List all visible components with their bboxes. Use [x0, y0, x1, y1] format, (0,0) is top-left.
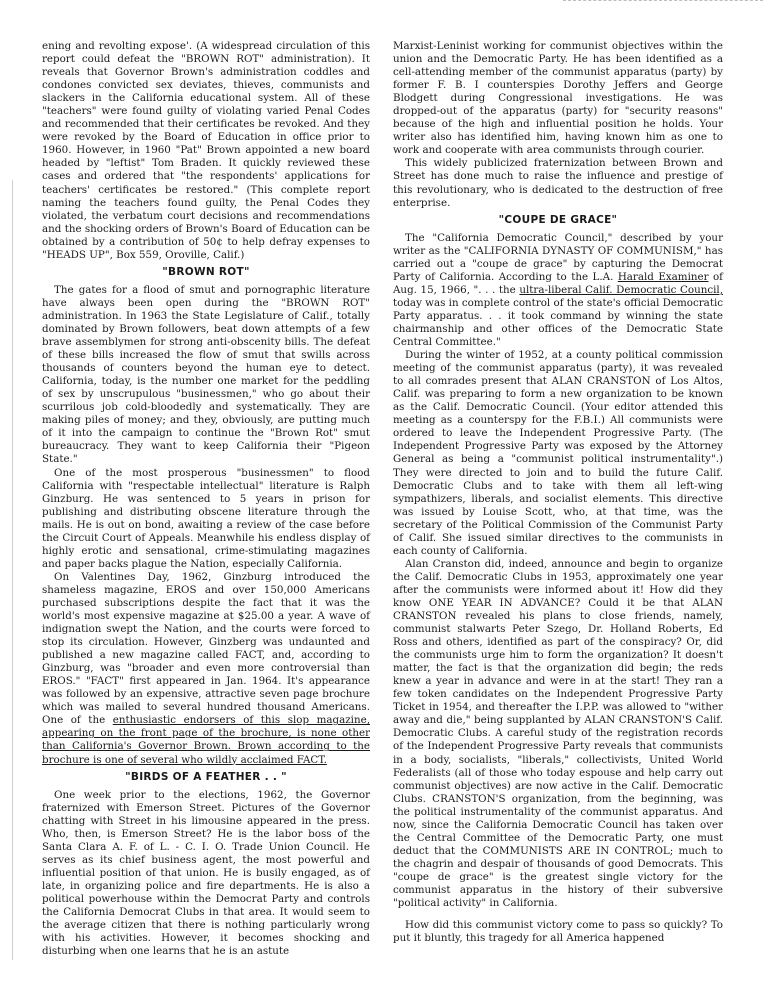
text-run: On Valentines Day, 1962, Ginzburg introduced the shameless magazine, EROS and over 150,000 Americans purchased subscriptions despite the fact that it was the world's most expensive magazine at $25.00 a year. A wave of indignation swept the Nation, and the courts were forced to stop its circulation. However, Ginzberg was undaunted and published a new magazine called FACT, and, according to Ginzburg, was "broader and even more controversial than EROS." "FACT" first appeared in Jan. 1964. It's appearance was followed by an expensive, attractive seven page brochure which was mailed to several hundred thousand Americans. One of the [42, 570, 370, 727]
paragraph: One of the most prosperous "businessmen" to flood California with "respectable intellectual" literature is Ralph Ginzburg. He was sentenced to 5 years in prison for publishing and distributing obscene literature through the mails. He is out on bond, awaiting a review of the case before the Circuit Court of Appeals. Meanwhile his endless display of highly erotic and sensational, crime-stimulating magazines and paper backs plague the Nation, especially California. [42, 466, 370, 570]
paragraph [42, 571, 370, 767]
left-column [42, 40, 370, 958]
section-heading-coupe-de-grace: "COUPE DE GRACE" [498, 213, 618, 226]
text-run: of Aug. 15, 1966, ". . . the [393, 270, 723, 296]
underlined-text: ultra-liberal Calif. Democratic Council, [519, 283, 723, 296]
paragraph: ening and revolting expose'. (A widespread circulation of this report could defeat the "BROWN ROT" administration). It reveals that Governor Brown's administration coddles and condones convicted sex deviates, thieves, communists and slackers in the California educational system. All of these "teachers" were found guilty of violating varied Penal Codes and recommended that their certificates be revoked. And they were revoked by the Board of Education in office prior to 1960. However, in 1960 "Pat" Brown appointed a new board headed by "leftist" Tom Braden. It quickly reviewed these cases and ordered that "the respondents' applications for teachers' certificates be restored." (This complete report naming the teachers found guilty, the Penal Codes they violated, the verbatum court decisions and recommendations and the shocking orders of Brown's Board of Education can be obtained by a contribution of 50¢ to help defray expenses to "HEADS UP", Box 559, Oroville, Calif.) [42, 40, 370, 261]
section-heading-brown-rot: "BROWN ROT" [162, 265, 250, 278]
text-run: today was in complete control of the state's official Democratic Party apparatus. . . it took command by winning the state chairmanship and other offices of the Democratic State Central Committee." [393, 296, 724, 349]
paragraph: During the winter of 1952, at a county political commission meeting of the communist apparatus (party), it was revealed to all comrades present that ALAN CRANSTON of Los Altos, Calif. was preparing to form a new organization to be known as the Calif. Democratic Council. (Your editor attended this meeting as a counterspy for the F.B.I.) All communists were ordered to leave the Independent Progressive Party. (The Independent Progressive Party was exposed by the Attorney General as being a "communist political instrumentality".) They were directed to join and to build the future Calif. Democratic Clubs and to take with them all left-wing sympathizers, liberals, and socialist elements. This directive was issued by Louise Scott, who, at that time, was the secretary of the Political Commission of the Communist Party of Calif. She issued similar directives to the communists in each county of California. [393, 349, 723, 557]
paragraph: This widely publicized fraternization between Brown and Street has done much to raise the influence and prestige of this revolutionary, who is dedicated to the destruction of free enterprise. [393, 157, 723, 209]
section-heading-birds-of-a-feather: "BIRDS OF A FEATHER . . " [125, 770, 287, 783]
right-column [393, 40, 723, 945]
paragraph: Marxist-Leninist working for communist objectives within the union and the Democratic Party. He has been identified as a cell-attending member of the communist apparatus (party) by former F. B. I counterspies Dorothy Jeffers and George Blodgett during Congressional investigations. He was dropped-out of the apparatus (party) for "security reasons" because of the high and influential position he holds. Your writer also has identified him, having known him as one to work and cooperate with area communists through courier. [393, 40, 723, 157]
underlined-text: Harald Examiner [617, 270, 709, 283]
paragraph: One week prior to the elections, 1962, the Governor fraternized with Emerson Street. Pictures of the Governor chatting with Street in his limousine appeared in the press. Who, then, is Emerson Street? He is the labor boss of the Santa Clara A. F. of L. - C. I. O. Trade Union Council. He serves as its chief business agent, the most powerful and influential position of that union. He is busily engaged, as of late, in organizing police and fire departments. He is also a political powerhouse within the Democrat Party and controls the California Democrat Clubs in that area. It would seem to the average citizen that there is nothing particularly wrong with his activities. However, it becomes shocking and disturbing when one learns that he is an astute [42, 788, 370, 958]
binding-margin-line [12, 180, 13, 960]
text-run: The "California Democratic Council," described by your writer as the "CALIFORNIA DYNASTY OF COMMUNISM," has carried out a "coupe de grace" by capturing the Democrat Party of California. According to the L.A. [393, 231, 723, 283]
underlined-text: enthusiastic endorsers of this slop magazine, appearing on the front page of the brochure, is none other than California's Governor Brown. Brown according to the brochure is one of several who wildly acclaimed FACT. [42, 714, 370, 766]
paragraph: The gates for a flood of smut and pornographic literature have always been open during the "BROWN ROT" administration. In 1963 the State Legislature of Calif., totally dominated by Brown followers, beat down attempts of a few brave assemblymen for strong anti-obscenity bills. The defeat of these bills increased the flow of smut that swills across thousands of counters beyond the human eye to detect. California, today, is the number one market for the peddling of sex by unscrupulous "businessmen," who go about their scurrilous job cold-bloodedly and systematically. They are making piles of money; and they, obviously, are putting much of it into the campaign to continue the "Brown Rot" smut bureaucracy. They want to keep California their "Pigeon State." [42, 283, 370, 466]
paragraph [393, 232, 723, 349]
paragraph: Alan Cranston did, indeed, announce and begin to organize the Calif. Democratic Clubs in 1953, approximately one year after the communists were informed about it! How did they know ONE YEAR IN ADVANCE? Could it be that ALAN CRANSTON revealed his plans to close friends, namely, communist stalwarts Peter Szego, Dr. Holland Roberts, Ed Ross and others, identified as part of the conspiracy? Or, did the communists urge him to form the organization? It doesn't matter, the fact is that the organization did begin; the reds knew a year in advance and were in at the start! They ran a few token candidates on the Independent Progressive Party Ticket in 1954, and thereafter the I.P.P. was allowed to "wither away and die," being supplanted by ALAN CRANSTON'S Calif. Democratic Clubs. A careful study of the registration records of the Independent Progressive Party reveals that communists in a body, socialists, "liberals," collectivists, United World Federalists (all of those who today espouse and help carry out communist objectives) are now active in the Calif. Democratic Clubs. CRANSTON'S organization, from the beginning, was the political instrumentality of the communist apparatus. And now, since the California Democratic Council has taken over the Central Committee of the Democratic Party, one must deduct that the COMMUNISTS ARE IN CONTROL; much to the chagrin and despair of thousands of good Democrats. This "coupe de grace" is the greatest single victory for the communist apparatus in the history of their subversive "political activity" in California. [393, 557, 723, 910]
paragraph: How did this communist victory come to pass so quickly? To put it bluntly, this tragedy for all America happened [393, 919, 723, 945]
perforation-edge [563, 0, 763, 5]
